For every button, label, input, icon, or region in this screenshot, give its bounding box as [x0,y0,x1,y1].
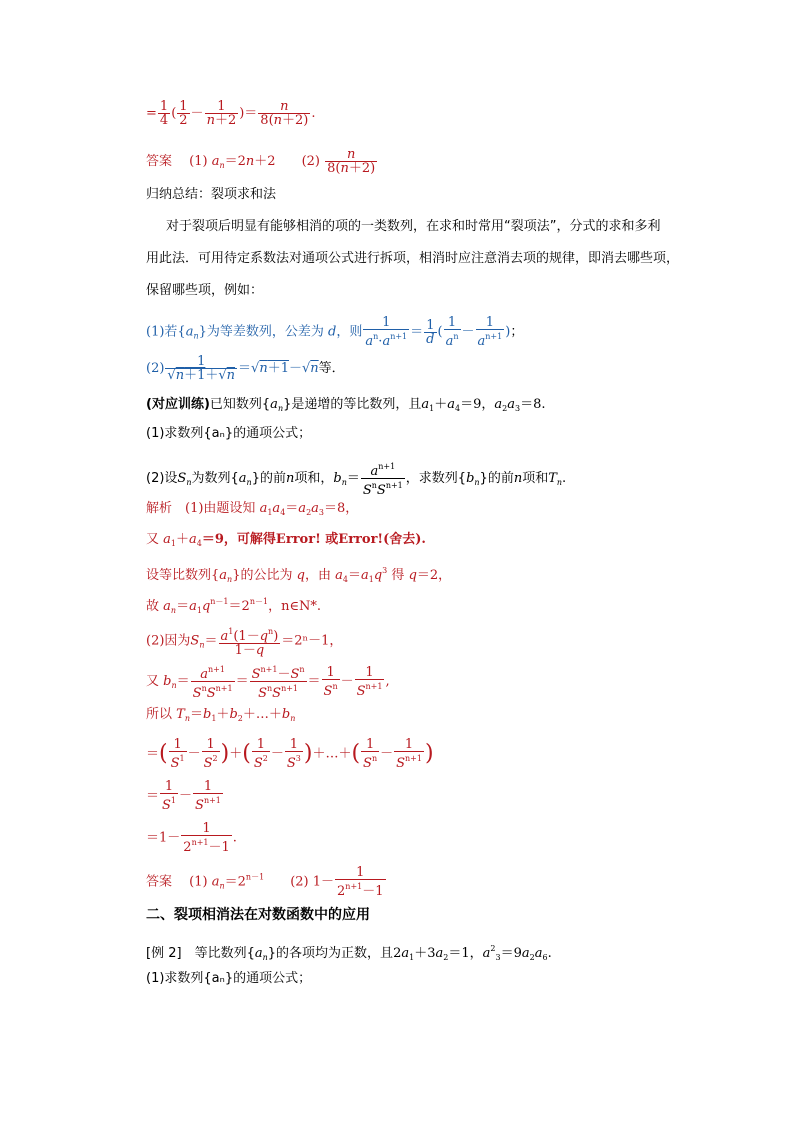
solution-line-7: 所以 $T_n=b_1+b_2+\dots+b_n$ [146,707,296,723]
question-2: (2)设$S_n$为数列$\{a_n\}$的前n项和，$b_n=$ $\frac{a^{n+1}}{S^nS^{n+1}}$ ，求数列$\{b_n\}$的前n项和$T_n$. [146,462,567,498]
question-1: (1)求数列{aₙ}的通项公式； [146,426,312,441]
answer-line-2: 答案 (1) $a_n=2^{n-1}$ (2) 1－ $\frac{1}{2^{n+1}-1}$ [146,865,384,899]
example-2-statement: [例 2] 等比数列$\{a_n\}$的各项均为正数，且$2a_1+3a_2=1$，$a^2_3=9a_2a_6$. [146,944,552,962]
solution-line-3: 设等比数列$\{a_n\}$的公比为 q，由 $a_4=a_1q^3$ 得 q＝2， [146,566,452,584]
solution-line-9: ＝ $\frac{1}{S^1}$ － $\frac{1}{S^{n+1}}$ [146,779,221,813]
example-item-1: (1)若$\{a_n\}$为等差数列，公差为 d，则 $\frac{1}{a^n\cdot a^{n+1}}$ ＝ $\frac{1}{d}$ ( $\frac{1}{a^n}$ － $\frac{1}{a^{n+1}}$ )； [146,315,524,349]
question-last: (1)求数列{aₙ}的通项公式； [146,971,312,986]
formula-line-1: = $\frac{1}{4}$ ( $\frac{1}{2}$ － $\frac{1}{n+2}$ )＝ $\frac{n}{8(n+2)}$ . [146,99,316,128]
solution-line-2: 又 $a_1+a_4=9$，可解得Error! 或Error!(舍去). [146,532,426,548]
summary-paragraph-1: 对于裂项后明显有能够相消的项的一类数列，在求和时常用“裂项法”，分式的求和多利 [166,219,661,234]
example-item-2: (2) $\frac{1}{√n+1+√n}$ ＝√n＋1－√n等． [146,354,345,383]
summary-title: 归纳总结：裂项求和法 [146,187,277,202]
solution-line-4: 故 $a_n=a_1q^{n-1}=2^{n-1}$，n∈N*. [146,597,322,615]
answer-line-1: 答案 (1) $a_n=2n+2$ (2) $\frac{n}{8(n+2)}$ [146,147,376,176]
summary-paragraph-2: 用此法．可用待定系数法对通项公式进行拆项，相消时应注意消去项的规律，即消去哪些项， [146,251,680,266]
solution-line-1: 解析 (1)由题设知 $a_1a_4=a_2a_3=8$， [146,501,359,517]
solution-line-6: 又 $b_n=$ $\frac{a^{n+1}}{S^nS^{n+1}}$ ＝ $\frac{S^{n+1}-S^n}{S^nS^{n+1}}$ ＝ $\frac{1}{S^n}$ － $\frac{1}{S^{n+1}}$ , [146,664,390,701]
solution-line-5: (2)因为$S_n=$ $\frac{a^1(1-q^n)}{1-q}$ ＝2ⁿ－1， [146,627,343,658]
section-heading: 二、裂项相消法在对数函数中的应用 [146,907,370,923]
summary-paragraph-3: 保留哪些项，例如： [146,283,264,298]
exercise-statement: (对应训练)已知数列$\{a_n\}$是递增的等比数列，且$a_1+a_4=9$，$a_2a_3=8$. [146,397,546,413]
solution-line-10: ＝1－ $\frac{1}{2^{n+1}-1}$ . [146,821,237,855]
solution-line-8: ＝( $\frac{1}{S^1}$ － $\frac{1}{S^2}$ )＋( $\frac{1}{S^2}$ － $\frac{1}{S^3}$ )＋…＋( $\frac{1}{S^n}$ － $\frac{1}{S^{n+1}}$ ) [146,737,434,771]
